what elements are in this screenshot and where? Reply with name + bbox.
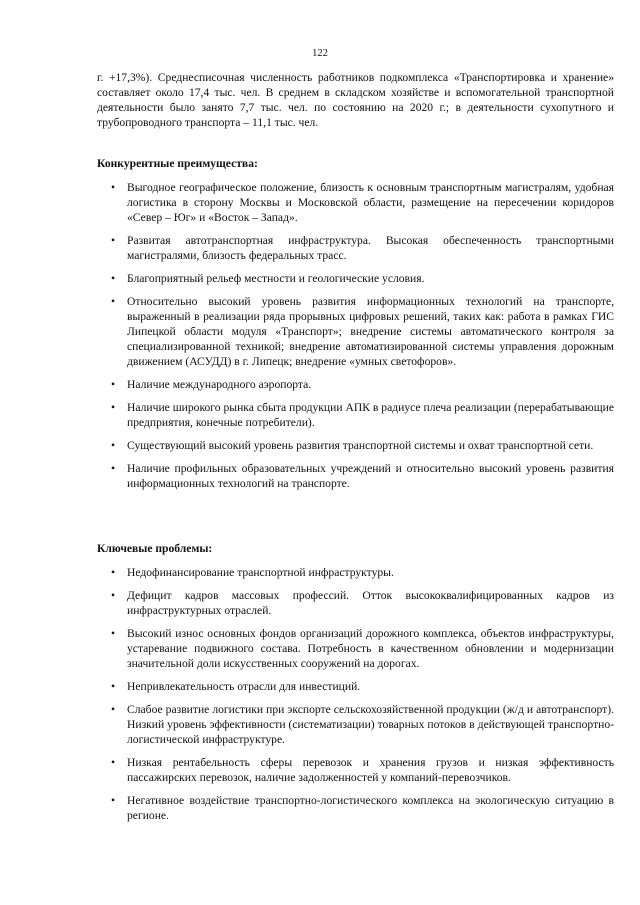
list-item-text: Слабое развитие логистики при экспорте сельскохозяйственной продукции (ж/д и автотранспорт). Низкий уровень эффективности (систематизации) товарных потоков в действующей транспортно-логистической инфраструктуре. — [127, 703, 614, 746]
list-item-text: Наличие широкого рынка сбыта продукции АПК в радиусе плеча реализации (перерабатывающие предприятия, конечные потребители). — [127, 401, 614, 429]
list-item — [97, 377, 614, 392]
list-item — [97, 588, 614, 618]
list-item-text: Выгодное географическое положение, близость к основным транспортным магистралям, удобная логистика в сторону Москвы и Московской области, размещение на пересечении коридоров «Север – Юг» и «Восток – Запад». — [127, 181, 614, 224]
list-item — [97, 702, 614, 747]
list-item-text: Существующий высокий уровень развития транспортной системы и охват транспортной сети. — [127, 439, 594, 452]
list-item-text: Благоприятный рельеф местности и геологические условия. — [127, 272, 425, 285]
list-item — [97, 565, 614, 580]
bullet-icon: • — [111, 378, 116, 391]
bullet-icon: • — [111, 295, 116, 308]
bullet-icon: • — [111, 794, 116, 807]
problems-heading: Ключевые проблемы: — [97, 542, 213, 555]
bullet-icon: • — [111, 756, 116, 769]
bullet-icon: • — [111, 703, 116, 716]
problems-list — [97, 565, 614, 831]
list-item — [97, 461, 614, 491]
list-item — [97, 679, 614, 694]
list-item — [97, 626, 614, 671]
bullet-icon: • — [111, 401, 116, 414]
list-item — [97, 400, 614, 430]
list-item-text: Дефицит кадров массовых профессий. Отток высококвалифицированных кадров из инфраструктурных отраслей. — [127, 589, 614, 617]
list-item-text: Недофинансирование транспортной инфраструктуры. — [127, 566, 394, 579]
list-item-text: Низкая рентабельность сферы перевозок и хранения грузов и низкая эффективность пассажирских перевозок, наличие задолженностей у компаний-перевозчиков. — [127, 756, 614, 784]
list-item — [97, 271, 614, 286]
bullet-icon: • — [111, 627, 116, 640]
list-item — [97, 793, 614, 823]
list-item — [97, 438, 614, 453]
bullet-icon: • — [111, 272, 116, 285]
bullet-icon: • — [111, 439, 116, 452]
bullet-icon: • — [111, 566, 116, 579]
list-item-text: Непривлекательность отрасли для инвестиций. — [127, 680, 361, 693]
bullet-icon: • — [111, 462, 116, 475]
list-item — [97, 755, 614, 785]
list-item-text: Относительно высокий уровень развития информационных технологий на транспорте, выраженный в реализации ряда прорывных цифровых решений, таких как: работа в рамках ГИС Липецкой области модуля «Транспорт»; внедрение системы автоматического контроля за специализированной техникой; внедрение автоматизированной системы управления дорожным движением (АСУДД) в г. Липецк; внедрение «умных светофоров». — [127, 295, 614, 368]
bullet-icon: • — [111, 181, 116, 194]
bullet-icon: • — [111, 234, 116, 247]
list-item — [97, 233, 614, 263]
list-item — [97, 294, 614, 369]
bullet-icon: • — [111, 589, 116, 602]
list-item-text: Наличие международного аэропорта. — [127, 378, 312, 391]
intro-paragraph: г. +17,3%). Среднесписочная численность работников подкомплекса «Транспортировка и хранение» составляет около 17,4 тыс. чел. В среднем в складском хозяйстве и вспомогательной транспортной деятельности было занято 7,7 тыс. чел. по состоянию на 2020 г.; в деятельности сухопутного и трубопроводного транспорта – 11,1 тыс. чел. — [97, 71, 614, 129]
list-item-text: Наличие профильных образовательных учреждений и относительно высокий уровень развития информационных технологий на транспорте. — [127, 462, 614, 490]
advantages-list — [97, 180, 614, 499]
list-item-text: Развитая автотранспортная инфраструктура. Высокая обеспеченность транспортными магистралями, близость федеральных трасс. — [127, 234, 614, 262]
list-item-text: Высокий износ основных фондов организаций дорожного комплекса, объектов инфраструктуры, устаревание подвижного состава. Потребность в качественном обновлении и модернизации значительной доли искусственных сооружений на дорогах. — [127, 627, 614, 670]
list-item-text: Негативное воздействие транспортно-логистического комплекса на экологическую ситуацию в регионе. — [127, 794, 614, 822]
bullet-icon: • — [111, 680, 116, 693]
advantages-heading: Конкурентные преимущества: — [97, 157, 258, 170]
list-item — [97, 180, 614, 225]
page-number: 122 — [312, 48, 328, 59]
